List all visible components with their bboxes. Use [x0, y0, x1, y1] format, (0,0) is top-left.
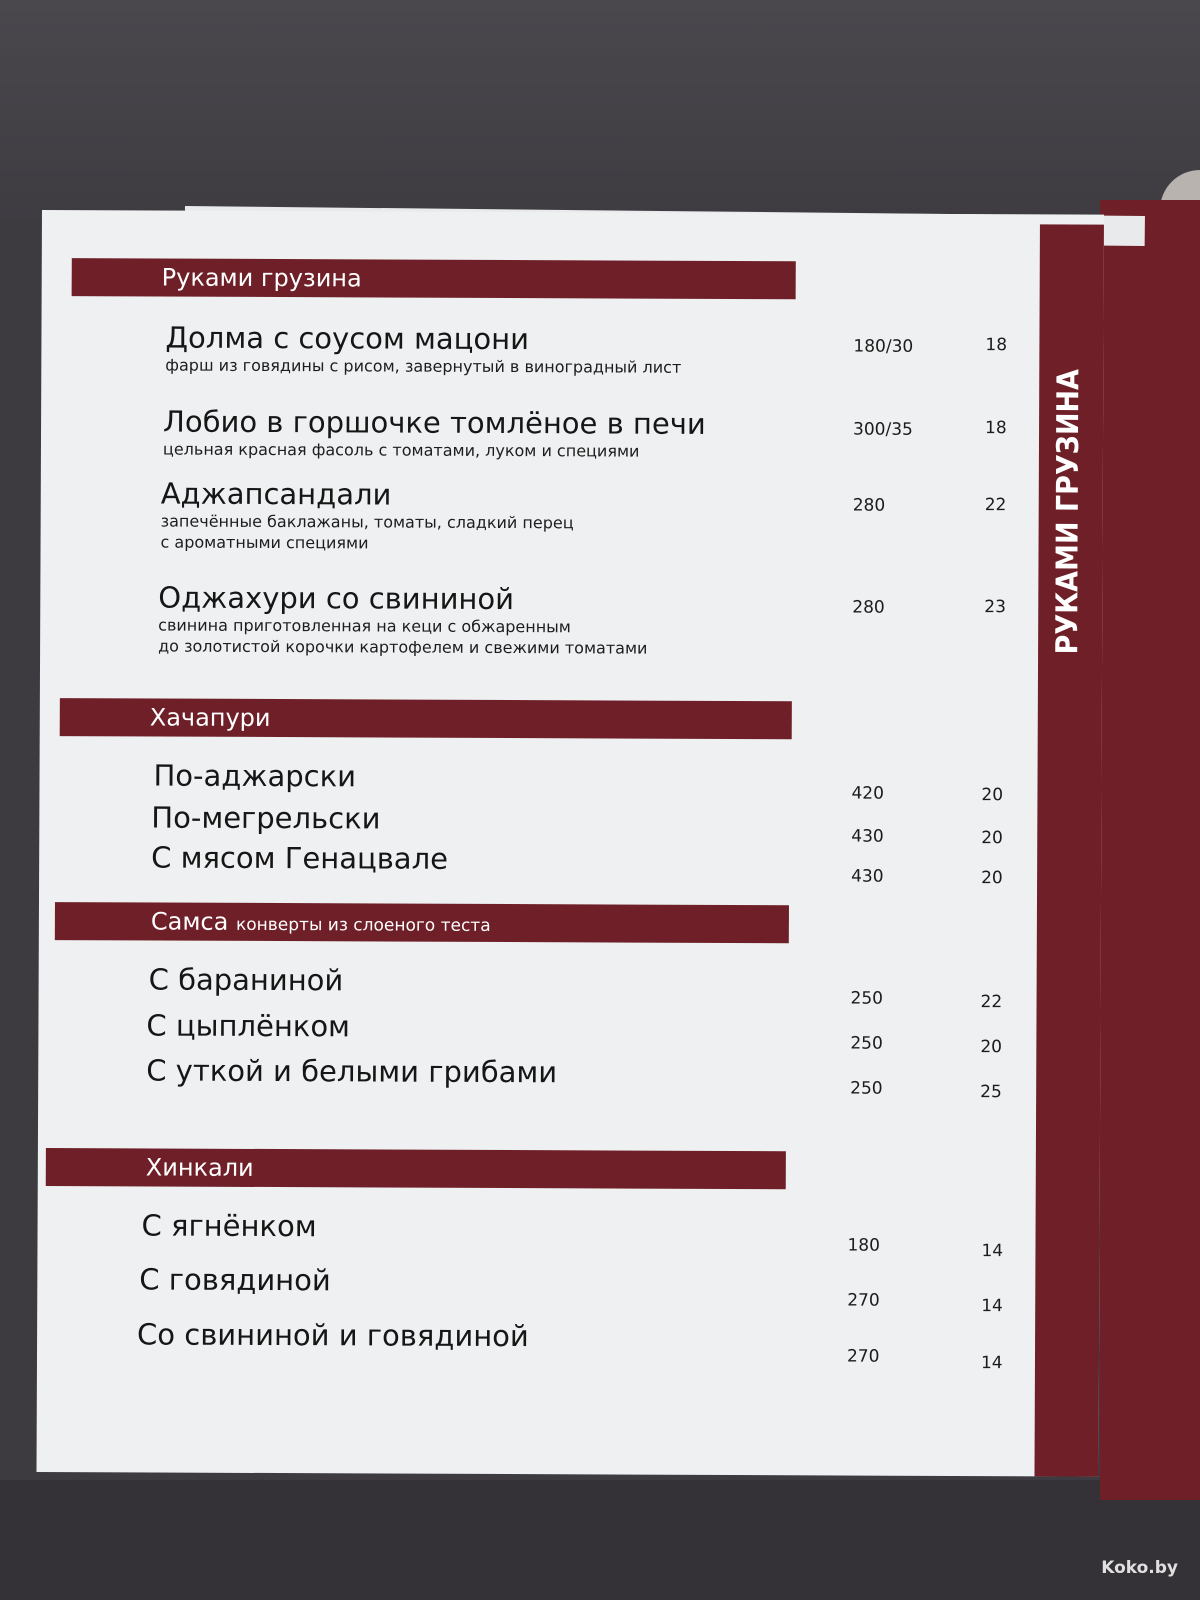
section-header-khachapuri — [60, 698, 792, 739]
item-desc: запечённые баклажаны, томаты, сладкий перец — [160, 511, 574, 533]
item-weight: 250 — [850, 1078, 883, 1099]
item-weight: 300/35 — [853, 419, 913, 440]
item-price: 20 — [981, 868, 1003, 889]
item-desc: до золотистой корочки картофелем и свежими томатами — [158, 636, 648, 658]
item-name: С бараниной — [148, 962, 344, 998]
item-name: С ягнёнком — [141, 1208, 317, 1244]
menu-item — [149, 962, 344, 997]
menu-item — [141, 1208, 316, 1243]
menu-item — [163, 405, 706, 462]
item-weight: 280 — [852, 495, 886, 516]
item-desc: цельная красная фасоль с томатами, луком и специями — [162, 439, 640, 461]
menu-item — [137, 1317, 529, 1353]
item-weight: 250 — [850, 1033, 883, 1054]
section-title: Хачапури — [149, 703, 271, 733]
item-weight: 250 — [850, 988, 884, 1009]
item-price: 14 — [980, 1353, 1003, 1374]
item-weight: 180 — [847, 1235, 880, 1256]
table-surface — [0, 1480, 1200, 1600]
section-title: Руками грузина — [161, 263, 362, 293]
menu-item — [146, 1008, 350, 1043]
section-header-rukami-gruzina — [72, 258, 796, 299]
menu-item — [165, 321, 681, 378]
section-header-samsa — [55, 902, 789, 943]
item-name: С мясом Генацвале — [151, 840, 449, 876]
item-weight: 280 — [852, 597, 885, 618]
item-price: 22 — [980, 992, 1003, 1013]
item-price: 14 — [981, 1296, 1003, 1317]
dark-background — [0, 0, 1200, 220]
item-weight: 430 — [851, 866, 884, 887]
item-weight: 180/30 — [853, 336, 914, 357]
item-price: 14 — [981, 1241, 1004, 1262]
item-weight: 430 — [851, 826, 884, 847]
side-band — [1034, 224, 1103, 1476]
item-desc: фарш из говядины с рисом, завернутый в виноградный лист — [165, 355, 682, 377]
item-price: 20 — [981, 828, 1003, 849]
menu-item — [151, 840, 448, 875]
item-price: 20 — [980, 1037, 1003, 1058]
item-price: 23 — [984, 597, 1006, 618]
item-weight: 420 — [851, 783, 884, 804]
item-price: 18 — [985, 418, 1007, 439]
watermark: Koko.by — [1101, 1558, 1178, 1578]
item-price: 25 — [980, 1082, 1002, 1103]
item-name: По-мегрельски — [151, 800, 381, 836]
menu-item — [146, 1053, 557, 1089]
item-weight: 270 — [846, 1346, 880, 1367]
side-title: РУКАМИ ГРУЗИНА — [1050, 368, 1087, 655]
item-weight: 270 — [847, 1290, 880, 1311]
item-name: С говядиной — [139, 1262, 331, 1298]
section-header-khinkali — [46, 1148, 786, 1189]
menu-cover-spine — [1100, 200, 1200, 1500]
item-name: Со свининой и говядиной — [137, 1317, 529, 1354]
section-subtitle: конверты из слоеного теста — [235, 914, 491, 936]
menu-item — [161, 477, 574, 555]
menu-item — [139, 1262, 331, 1297]
item-desc: с ароматными специями — [160, 532, 369, 553]
item-price: 22 — [984, 495, 1007, 516]
menu-item — [153, 758, 356, 793]
menu-item — [158, 581, 648, 659]
section-title: Самса — [150, 907, 229, 936]
item-name: Лобио в горшочке томлёное в печи — [163, 404, 706, 441]
item-name: По-аджарски — [153, 758, 357, 794]
menu-item — [151, 800, 380, 835]
item-name: С цыплёнком — [146, 1008, 351, 1044]
section-title: Хинкали — [145, 1153, 254, 1182]
menu-page — [36, 210, 1103, 1477]
item-price: 20 — [981, 785, 1004, 806]
item-name: Аджапсандали — [160, 476, 392, 512]
item-name: Оджахури со свининой — [158, 580, 515, 617]
item-name: С уткой и белыми грибами — [146, 1053, 558, 1090]
item-price: 18 — [985, 335, 1008, 356]
item-desc: свинина приготовленная на кеци с обжаренным — [158, 615, 571, 637]
item-name: Долма с соусом мацони — [165, 320, 530, 357]
